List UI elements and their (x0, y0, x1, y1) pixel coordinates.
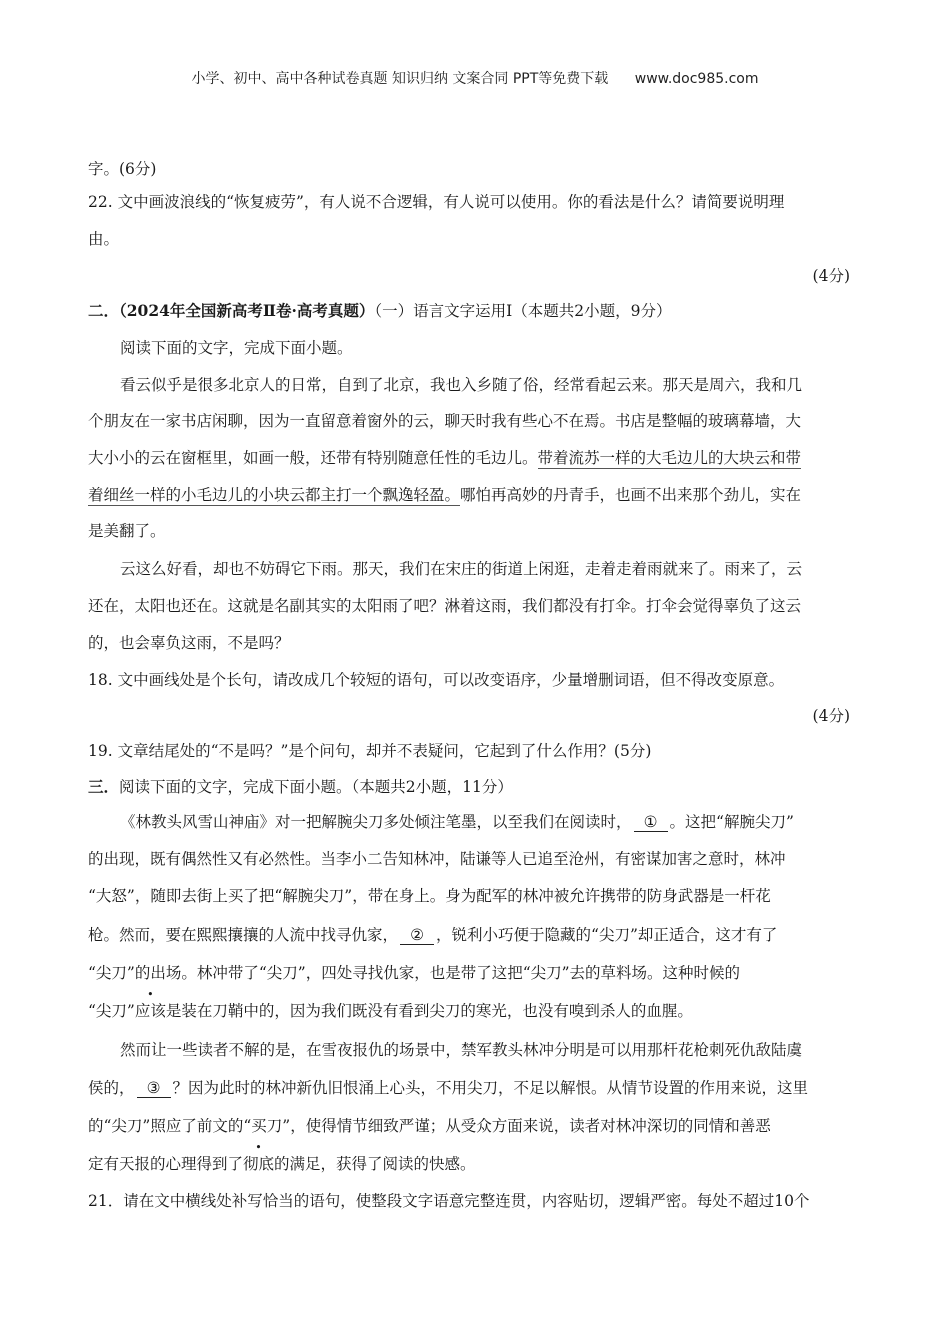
blank-3[interactable]: ③ (137, 1079, 171, 1098)
underlined-sentence: 着细丝一样的小毛边儿的小块云都主打一个飘逸轻盈。 (88, 486, 461, 504)
section-2-instruction: 阅读下面的文字，完成下面小题。 (120, 339, 353, 357)
passage-4-text: ？因为此时的林冲新仇旧恨涌上心头，不用尖刀，不足以解恨。从情节设置的作用来说，这里 (172, 1079, 809, 1097)
section-3-prefix: 三． (88, 777, 120, 796)
passage-2-line: 云这么好看，却也不妨碍它下雨。那天，我们在宋庄的街道上闲逛，走着走着雨就来了。雨来了，云 (120, 560, 803, 578)
passage-1-line: 是美翻了。 (88, 522, 166, 540)
passage-1-line (88, 484, 868, 506)
blank-1[interactable]: ① (634, 813, 668, 832)
passage-3-text: 《林教头风雪山神庙》对一把解腕尖刀多处倾注笔墨，以至我们在阅读时， (120, 813, 632, 831)
passage-3-line: 的出现，既有偶然性又有必然性。当李小二告知林冲，陆谦等人已追至沧州，有密谋加害之意时，林冲 (88, 850, 786, 868)
passage-4-line (88, 1153, 868, 1175)
header-site-link[interactable]: www.doc985.com (634, 71, 759, 87)
header-title: 小学、初中、高中各种试卷真题 知识归纳 文案合同 PPT等免费下载 (191, 71, 609, 87)
passage-2-line: 还在，太阳也还在。这就是名副其实的太阳雨了吧？淋着这雨，我们都没有打伞。打伞会觉得辜负了这云 (88, 597, 802, 615)
passage-3-line (88, 924, 868, 946)
question-18-score: (4分) (812, 707, 850, 725)
q21-tail: 字。(6分) (88, 160, 157, 178)
question-22-line2: 由。 (88, 230, 120, 248)
passage-3-line: “大怒”，随即去街上买了把“解腕尖刀”，带在身上。身为配军的林冲被允许携带的防身武器是一杆花 (88, 887, 771, 905)
passage-4-text: 的满足，获得了阅读的快感。 (274, 1155, 476, 1173)
passage-3-line: “尖刀”的出场。林冲带了“尖刀”，四处寻找仇家，也是带了这把“尖刀”去的草料场。这种时候的 (88, 964, 741, 982)
question-22-score: (4分) (812, 267, 850, 285)
section-2-rest: （一）语言文字运用Ⅰ（本题共2小题，9分） (374, 302, 672, 320)
passage-3-text: “尖刀” (88, 1002, 135, 1020)
section-3-title: 阅读下面的文字，完成下面小题。（本题共2小题，11分） (119, 778, 513, 796)
passage-4-text: 侯的， (88, 1079, 135, 1097)
passage-4-line (88, 1077, 868, 1099)
passage-2-line: 的，也会辜负这雨，不是吗？ (88, 634, 290, 652)
question-22-line1: 22. 文中画波浪线的“恢复疲劳”，有人说不合逻辑，有人说可以使用。你的看法是什么？请简要说明理 (88, 193, 785, 211)
emphasis-dotted-word: 彻底 (243, 1155, 275, 1173)
section-3-heading (88, 776, 868, 798)
question-18: 18. 文中画线处是个长句，请改成几个较短的语句，可以改变语序，少量增删词语，但不得改变原意。 (88, 671, 785, 689)
passage-1-text: 大小小的云在窗框里，如画一般，还带有特别随意任性的毛边儿。 (88, 449, 538, 467)
passage-3-text: 枪。然而，要在熙熙攘攘的人流中找寻仇家， (88, 926, 399, 944)
passage-1-line (88, 447, 868, 469)
question-21: 21．请在文中横线处补写恰当的语句，使整段文字语意完整连贯，内容贴切，逻辑严密。每处不超过10个 (88, 1192, 810, 1210)
passage-1-line: 个朋友在一家书店闲聊，因为一直留意着窗外的云，聊天时我有些心不在焉。书店是整幅的玻璃幕墙，大 (88, 412, 802, 430)
passage-4-line: 的“尖刀”照应了前文的“买刀”，使得情节细致严谨；从受众方面来说，读者对林冲深切的同情和善恶 (88, 1117, 771, 1135)
section-2-heading (88, 300, 868, 322)
question-19: 19. 文章结尾处的“不是吗？”是个问句，却并不表疑问，它起到了什么作用？(5分) (88, 742, 652, 760)
emphasis-dotted-word: 应该 (134, 1002, 166, 1020)
page-header (0, 68, 950, 88)
blank-2[interactable]: ② (400, 926, 434, 945)
passage-4-text: 定有天报的心理得到了 (88, 1155, 244, 1173)
passage-1-line: 看云似乎是很多北京人的日常，自到了北京，我也入乡随了俗，经常看起云来。那天是周六，我和几 (120, 376, 803, 394)
section-2-source: （2024年全国新高考Ⅱ卷·高考真题） (119, 301, 375, 320)
section-2-prefix: 二． (88, 301, 120, 320)
passage-3-text: 。这把“解腕尖刀” (669, 813, 794, 831)
passage-3-line (88, 1000, 868, 1022)
passage-3-text: ，锐利小巧便于隐藏的“尖刀”却正适合，这才有了 (436, 926, 778, 944)
passage-1-text: 哪怕再高妙的丹青手，也画不出来那个劲儿，实在 (460, 486, 802, 504)
passage-4-line: 然而让一些读者不解的是，在雪夜报仇的场景中，禁军教头林冲分明是可以用那杆花枪刺死仇敌陆虞 (120, 1041, 803, 1059)
passage-3-line (120, 811, 868, 833)
underlined-sentence: 带着流苏一样的大毛边儿的大块云和带 (537, 449, 802, 467)
passage-3-text: 是装在刀鞘中的，因为我们既没有看到尖刀的寒光，也没有嗅到杀人的血腥。 (165, 1002, 693, 1020)
